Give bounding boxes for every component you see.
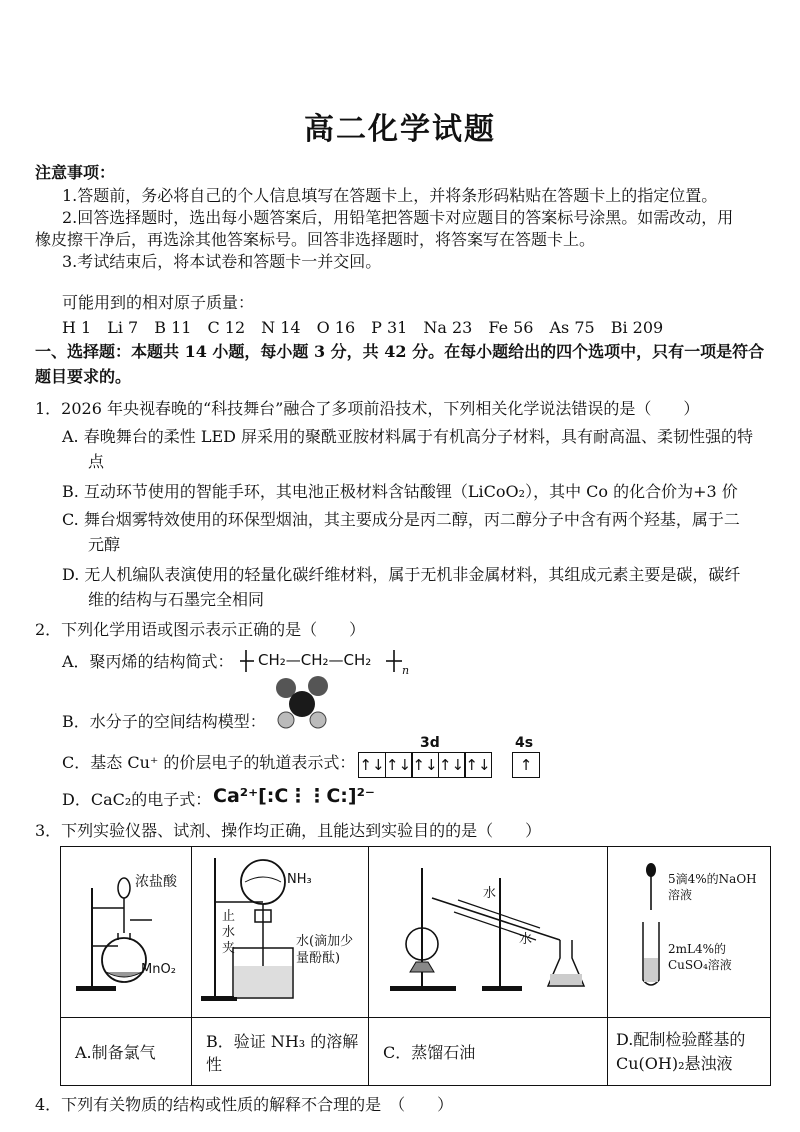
q2-option-c: C．基态 Cu⁺ 的价层电子的轨道表示式： (62, 753, 356, 772)
orbital-4s-box (512, 752, 539, 778)
label-water-in: 水 (483, 886, 497, 901)
section-heading-cont: 题目要求的。 (35, 367, 132, 386)
orbital-box: ↑↓ (464, 752, 492, 778)
q2-option-a: A．聚丙烯的结构简式： (62, 652, 234, 671)
label-cuso4: 2mL4%的CuSO₄溶液 (668, 942, 732, 972)
masses-label: 可能用到的相对原子质量： (62, 293, 255, 312)
label-nh3: NH₃ (287, 872, 312, 887)
caption-a: A.制备氯气 (61, 1018, 192, 1086)
note-item: 3.考试结束后，将本试卷和答题卡一并交回。 (62, 252, 382, 271)
q1-option-c: C. 舞台烟雾特效使用的环保型烟油，其主要成分是丙二醇，丙二醇分子中含有两个羟基，属于二 (62, 510, 740, 529)
atomic-mass-item: B 11 (154, 318, 192, 337)
caption-d: D.配制检验醛基的Cu(OH)₂悬浊液 (608, 1018, 771, 1086)
orbital-3d-boxes (358, 752, 491, 778)
atomic-mass-item: Li 7 (107, 318, 139, 337)
atomic-mass-item: Bi 209 (610, 318, 664, 337)
orbital-box: ↑↓ (385, 752, 413, 778)
atomic-mass-item: H 1 (62, 318, 92, 337)
orbital-box: ↑↓ (438, 752, 466, 778)
atomic-masses-row (62, 317, 679, 339)
caption-b: B．验证 NH₃ 的溶解性 (192, 1018, 369, 1086)
apparatus-b (192, 847, 369, 1018)
atomic-mass-item: Fe 56 (488, 318, 534, 337)
notes-heading: 注意事项： (35, 163, 116, 182)
note-item: 2.回答选择题时，选出每小题答案后，用铅笔把答题卡对应题目的答案标号涂黑。如需改动，用 (62, 208, 734, 227)
atomic-mass-item: C 12 (207, 318, 246, 337)
question-1-stem: 1．2026 年央视春晚的“科技舞台”融合了多项前沿技术，下列相关化学说法错误的是（ ） (35, 399, 700, 418)
polymer-n: n (402, 664, 410, 677)
label-naoh: 5滴4%的NaOH溶液 (668, 872, 757, 902)
note-item: 橡皮擦干净后，再选涂其他答案标号。回答非选择题时，将答案写在答题卡上。 (35, 230, 596, 249)
polypropylene-chain: CH₂—CH₂—CH₂ (258, 651, 372, 669)
label-conc-hcl: 浓盐酸 (135, 874, 177, 890)
atomic-mass-item: Na 23 (423, 318, 473, 337)
q1-option-c-cont: 元醇 (88, 535, 121, 554)
orbital-box: ↑↓ (411, 752, 439, 778)
orbital-3d-label: 3d (420, 735, 440, 751)
q2-option-b: B．水分子的空间结构模型： (62, 712, 266, 731)
question-3-stem: 3．下列实验仪器、试剂、操作均正确，且能达到实验目的的是（ ） (35, 821, 542, 840)
page-title: 高二化学试题 (304, 112, 496, 147)
label-water-out: 水 (519, 932, 533, 947)
orbital-box: ↑↓ (358, 752, 386, 778)
apparatus-c (369, 847, 608, 1018)
question-4-stem: 4．下列有关物质的结构或性质的解释不合理的是 （ ） (35, 1095, 454, 1114)
water-molecule-model (272, 674, 332, 730)
label-water-phenolphthalein: 水(滴加少量酚酞) (296, 934, 354, 966)
q1-option-b: B. 互动环节使用的智能手环，其电池正极材料含钴酸锂（LiCoO₂），其中 Co 的化合价为+3 价 (62, 482, 738, 501)
q1-option-d: D. 无人机编队表演使用的轻量化碳纤维材料，属于无机非金属材料，其组成元素主要是碳，碳纤 (62, 565, 741, 584)
atomic-mass-item: P 31 (371, 318, 408, 337)
orbital-4s-label: 4s (515, 735, 534, 751)
label-mno2: MnO₂ (141, 962, 176, 977)
q2-option-d: D．CaC₂的电子式： (62, 790, 212, 809)
cac2-electron-formula: Ca²⁺[:C⋮⋮C:]²⁻ (213, 785, 375, 807)
atomic-mass-item: As 75 (549, 318, 595, 337)
atomic-mass-item: N 14 (261, 318, 301, 337)
note-item: 1.答题前，务必将自己的个人信息填写在答题卡上，并将条形码粘贴在答题卡上的指定位置。 (62, 186, 718, 205)
q1-option-d-cont: 维的结构与石墨完全相同 (88, 590, 265, 609)
section-heading: 一、选择题：本题共 14 小题，每小题 3 分，共 42 分。在每小题给出的四个选项中，只有一项是符合 (35, 342, 765, 361)
question-2-stem: 2．下列化学用语或图示表示正确的是（ ） (35, 620, 366, 639)
atomic-mass-item: O 16 (316, 318, 356, 337)
experiment-table (60, 846, 771, 1086)
apparatus-a (61, 847, 192, 1018)
caption-c: C．蒸馏石油 (369, 1018, 608, 1086)
orbital-box: ↑ (512, 752, 540, 778)
apparatus-d (608, 847, 771, 1018)
q1-option-a-cont: 点 (88, 452, 105, 471)
label-stop-clamp: 止水夹 (222, 909, 236, 956)
q1-option-a: A. 春晚舞台的柔性 LED 屏采用的聚酰亚胺材料属于有机高分子材料，具有耐高温、柔韧性强的特 (62, 427, 754, 446)
